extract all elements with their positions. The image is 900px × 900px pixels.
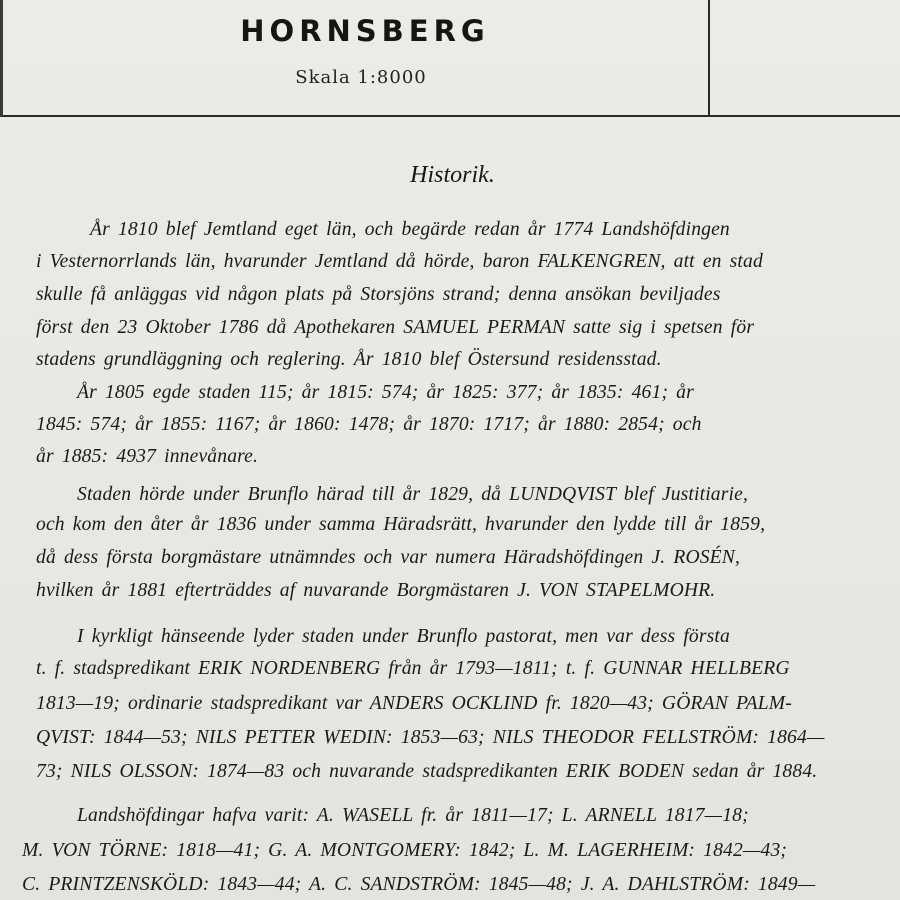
- text-line: C. PRINTZENSKÖLD: 1843—44; A. C. SANDSTRÖM: 1845—48; J. A. DAHLSTRÖM: 1849—: [22, 874, 816, 895]
- text-line: stadens grundläggning och reglering. År 1810 blef Östersund residensstad.: [36, 349, 662, 370]
- text-line: M. VON TÖRNE: 1818—41; G. A. MONTGOMERY: 1842; L. M. LAGERHEIM: 1842—43;: [22, 840, 788, 861]
- text-line: först den 23 Oktober 1786 då Apothekaren SAMUEL PERMAN satte sig i spetsen för: [36, 317, 755, 338]
- text-line: och kom den åter år 1836 under samma Häradsrätt, hvarunder den lydde till år 1859,: [36, 514, 766, 535]
- text-line: t. f. stadspredikant ERIK NORDENBERG från år 1793—1811; t. f. GUNNAR HELLBERG: [36, 658, 790, 679]
- section-title: Historik.: [410, 162, 495, 188]
- text-line: 1813—19; ordinarie stadspredikant var ANDERS OCKLIND fr. 1820—43; GÖRAN PALM-: [36, 693, 792, 714]
- text-line: 73; NILS OLSSON: 1874—83 och nuvarande stadspredikanten ERIK BODEN sedan år 1884.: [36, 761, 818, 782]
- text-line: Staden hörde under Brunflo härad till år 1829, då LUNDQVIST blef Justitiarie,: [77, 484, 749, 505]
- text-line: År 1810 blef Jemtland eget län, och begärde redan år 1774 Landshöfdingen: [90, 219, 730, 240]
- text-line: År 1805 egde staden 115; år 1815: 574; år 1825: 377; år 1835: 461; år: [77, 382, 694, 403]
- map-scale: Skala 1:8000: [295, 67, 427, 88]
- text-line: QVIST: 1844—53; NILS PETTER WEDIN: 1853—63; NILS THEODOR FELLSTRÖM: 1864—: [36, 727, 825, 748]
- text-line: då dess första borgmästare utnämndes och var numera Häradshöfdingen J. ROSÉN,: [36, 547, 741, 568]
- text-line: i Vesternorrlands län, hvarunder Jemtland då hörde, baron FALKENGREN, att en stad: [36, 251, 763, 272]
- text-line: Landshöfdingar hafva varit: A. WASELL fr. år 1811—17; L. ARNELL 1817—18;: [77, 805, 749, 826]
- text-line: skulle få anläggas vid någon plats på Storsjöns strand; denna ansökan beviljades: [36, 284, 721, 305]
- text-line: år 1885: 4937 innevånare.: [36, 446, 259, 467]
- map-title: HORNSBERG: [240, 14, 490, 48]
- text-line: hvilken år 1881 efterträddes af nuvarande Borgmästaren J. VON STAPELMOHR.: [36, 580, 716, 601]
- text-line: I kyrkligt hänseende lyder staden under Brunflo pastorat, men var dess första: [77, 626, 730, 647]
- text-line: 1845: 574; år 1855: 1167; år 1860: 1478; år 1870: 1717; år 1880: 2854; och: [36, 414, 702, 435]
